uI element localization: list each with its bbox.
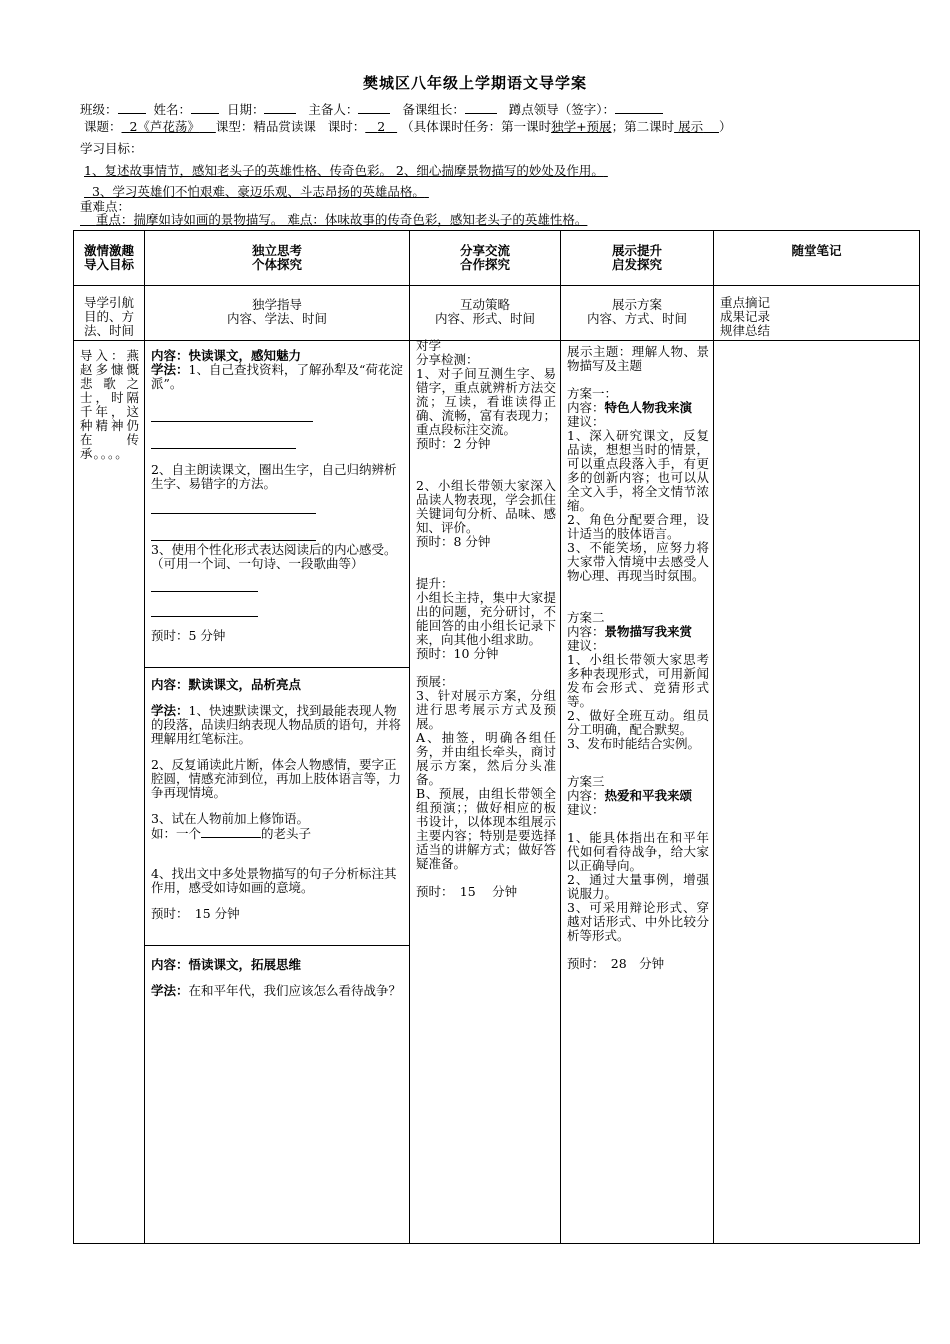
block1-time: 预时：5 分钟 [151,628,226,643]
subheader-col-2: 独学指导 内容、学法、时间 [145,286,410,341]
leader-field[interactable] [465,101,497,114]
type-label: 课型：精品赏读课 [215,119,316,134]
col3-d3: A、抽签，明确各组任务，并由组长牵头，商讨展示方案，然后分头准备。 [416,730,556,787]
task2-value: 展示 [678,119,704,134]
plan1-item1: 1、深入研究课文，反复品读，想想当时的情景，可以重点段落入手，有更多的创新内容；也可以从全文入手，将全文情节浓缩。 [567,428,709,513]
header-col-1: 激情激趣 导入目标 [74,231,145,286]
block2-method: 学法：1、快速默读课文，找到最能表现人物的段落，品读归纳表现人物品质的语句，并将理解用红笔标注。 [151,703,402,746]
block2-item3a: 3、试在人物前加上修饰语。 [151,811,309,826]
header-col-2: 独立思考 个体探究 [145,231,410,286]
topic-label: 课题： [84,119,122,134]
plan2-advice: 建议： [567,638,605,653]
plan1-item3: 3、不能笑场，应努力将大家带入情境中去感受人物心理、再现当时氛围。 [567,540,709,583]
preparer-field[interactable] [358,101,390,114]
study-block-3 [145,946,409,1002]
answer-line[interactable] [151,448,296,449]
individual-study-cell [145,341,410,1244]
supervisor-field[interactable] [615,101,663,114]
block2-item4: 4、找出文中多处景物描写的句子分析标注其作用，感受如诗如画的意境。 [151,866,397,895]
plan2-item2: 2、做好全班互动。组员分工明确，配合默契。 [567,708,709,737]
header-col-3: 分享交流 合作探究 [410,231,561,286]
answer-line[interactable] [151,540,316,541]
plan1-title: 方案一： [567,386,618,401]
col3-c1: 提升： [416,576,454,591]
block2-content: 内容：默读课文，品析亮点 [151,677,302,692]
header-row [74,231,920,286]
intro-text: 导入：燕赵多慷慨悲歌之士，时隔千年，这种精神仍在传承。。。。 [80,348,140,461]
plan2-item3: 3、发布时能结合实例。 [567,736,700,751]
block2-time: 预时： 15 分钟 [151,906,240,921]
tasks-prefix: （具体课时任务：第一课时 [401,119,552,134]
preparer-label: 主备人： [308,102,359,117]
document-title: 樊城区八年级上学期语文导学案 [362,74,587,92]
plan3-content: 内容：热爱和平我来颂 [567,788,693,803]
study-block-2 [145,668,409,946]
col3-d5: 预时： 15 分钟 [416,884,518,899]
block1-item2: 2、自主朗读课文，圈出生字，自己归纳辨析生字、易错字的方法。 [151,462,397,491]
col4-theme: 展示主题：理解人物、景物描写及主题 [567,344,709,373]
presentation-cell [561,341,714,1244]
block2-item3b: 如：一个 的老头子 [151,826,312,841]
subheader-col-5: 重点摘记 成果记录 规律总结 [714,286,920,341]
col3-b2: 预时：8 分钟 [416,534,491,549]
study-block-1 [145,341,409,668]
col3-c3: 预时：10 分钟 [416,646,499,661]
block1-content: 内容：快读课文，感知魅力 [151,348,302,363]
subheader-col-1: 导学引航 目的、方 法、时间 [74,286,145,341]
col3-d1: 预展： [416,674,454,689]
goal-line-2: 3、学习英雄们不怕艰难、豪迈乐观、斗志昂扬的英雄品格。 [91,184,425,199]
class-label: 班级： [80,102,118,117]
answer-line[interactable] [151,616,258,617]
col3-d4: B、预展，由组长带领全组预演；；做好相应的板书设计，以体现本组展示主要内容；特别是要选择适当的讲解方式；做好答疑准备。 [416,786,556,871]
date-field[interactable] [264,101,296,114]
topic-value: 2《芦花荡》 [129,119,200,134]
answer-line[interactable] [151,513,316,514]
block3-content: 内容：悟读课文，拓展思维 [151,957,302,972]
content-row [74,341,920,1244]
col3-a2: 分享检测： [416,352,479,367]
info-line-2 [84,119,732,135]
plan2-content: 内容：景物描写我来赏 [567,624,693,639]
plan3-advice: 建议： [567,802,605,817]
plan1-content: 内容：特色人物我来演 [567,400,693,415]
difficulty-text: 重点：揣摩如诗如画的景物描写。 难点：体味故事的传奇色彩，感知老头子的英雄性格。 [95,212,588,227]
col3-b1: 2、小组长带领大家深入品读人物表现，学会抓住关键词句分析、品味、感知、评价。 [416,478,556,535]
subheader-row [74,286,920,341]
goal-line-1: 1、复述故事情节，感知老头子的英雄性格、传奇色彩。 2、细心揣摩景物描写的妙处及作用。 [84,163,604,178]
intro-cell [74,341,145,1244]
subheader-col-4: 展示方案 内容、方式、时间 [561,286,714,341]
header-col-5: 随堂笔记 [714,231,920,286]
block3-method: 学法：在和平年代，我们应该怎么看待战争？ [151,983,402,998]
date-label: 日期： [226,102,265,117]
goals-label: 学习目标： [80,141,143,156]
notes-cell[interactable] [714,341,920,1244]
tasks-mid: ；第二课时 [611,119,675,134]
plan3-title: 方案三 [567,774,605,789]
task1-value: 独学+预展 [551,119,612,134]
subheader-col-3: 互动策略 内容、形式、时间 [410,286,561,341]
block2-item2: 2、反复诵读此片断，体会人物感情，要字正腔圆，情感充沛到位，再加上肢体语言等，力争再现情境。 [151,757,402,800]
modifier-blank[interactable] [201,826,261,838]
plan1-item2: 2、角色分配要合理，设计适当的肢体语言。 [567,512,709,541]
col3-a1: 对学 [416,338,442,353]
name-field[interactable] [191,101,219,114]
answer-line[interactable] [151,421,313,422]
header-col-4: 展示提升 启发探究 [561,231,714,286]
supervisor-label: 蹲点领导（签字）： [508,102,616,117]
col3-a3: 1、对子间互测生字、易错字，重点就辨析方法交流；互读，看谁读得正确、流畅，富有表现力；重点段标注交流。 [416,366,556,437]
block1-item3: 3、使用个性化形式表达阅读后的内心感受。（可用一个词、一句诗、一段歌曲等） [151,542,397,571]
class-field[interactable] [118,101,146,114]
difficulty-label: 重难点： [80,199,131,214]
block1-method: 学法：1、自己查找资料，了解孙犁及“荷花淀派”。 [151,362,403,391]
plan2-item1: 1、小组长带领大家思考多种表现形式，可用新闻发布会形式、竞猜形式等。 [567,652,709,709]
cooperation-cell [410,338,561,1244]
col3-c2: 小组长主持，集中大家提出的问题，充分研讨，不能回答的由小组长记录下来，向其他小组求助。 [416,590,556,647]
hours-value: 2 [377,119,386,134]
leader-label: 备课组长： [402,102,465,117]
name-label: 姓名： [153,102,191,117]
col3-d2: 3、针对展示方案，分组进行思考展示方式及预展。 [416,688,556,731]
plan1-advice: 建议： [567,414,605,429]
plan-time: 预时： 28 分钟 [567,956,665,971]
lesson-plan-table [73,230,920,1244]
hours-label: 课时： [327,119,366,134]
tasks-suffix: ） [718,119,732,134]
answer-line[interactable] [151,591,258,592]
col3-a4: 预时：2 分钟 [416,436,491,451]
plan2-title: 方案二 [567,610,605,625]
info-line-1 [80,101,663,118]
plan3-item1: 1、能具体指出在和平年代如何看待战争，给大家以正确导向。 [567,830,709,873]
plan3-item2: 2、通过大量事例，增强说服力。 [567,872,709,901]
plan3-item3: 3、可采用辩论形式、穿越对话形式、中外比较分析等形式。 [567,900,709,943]
